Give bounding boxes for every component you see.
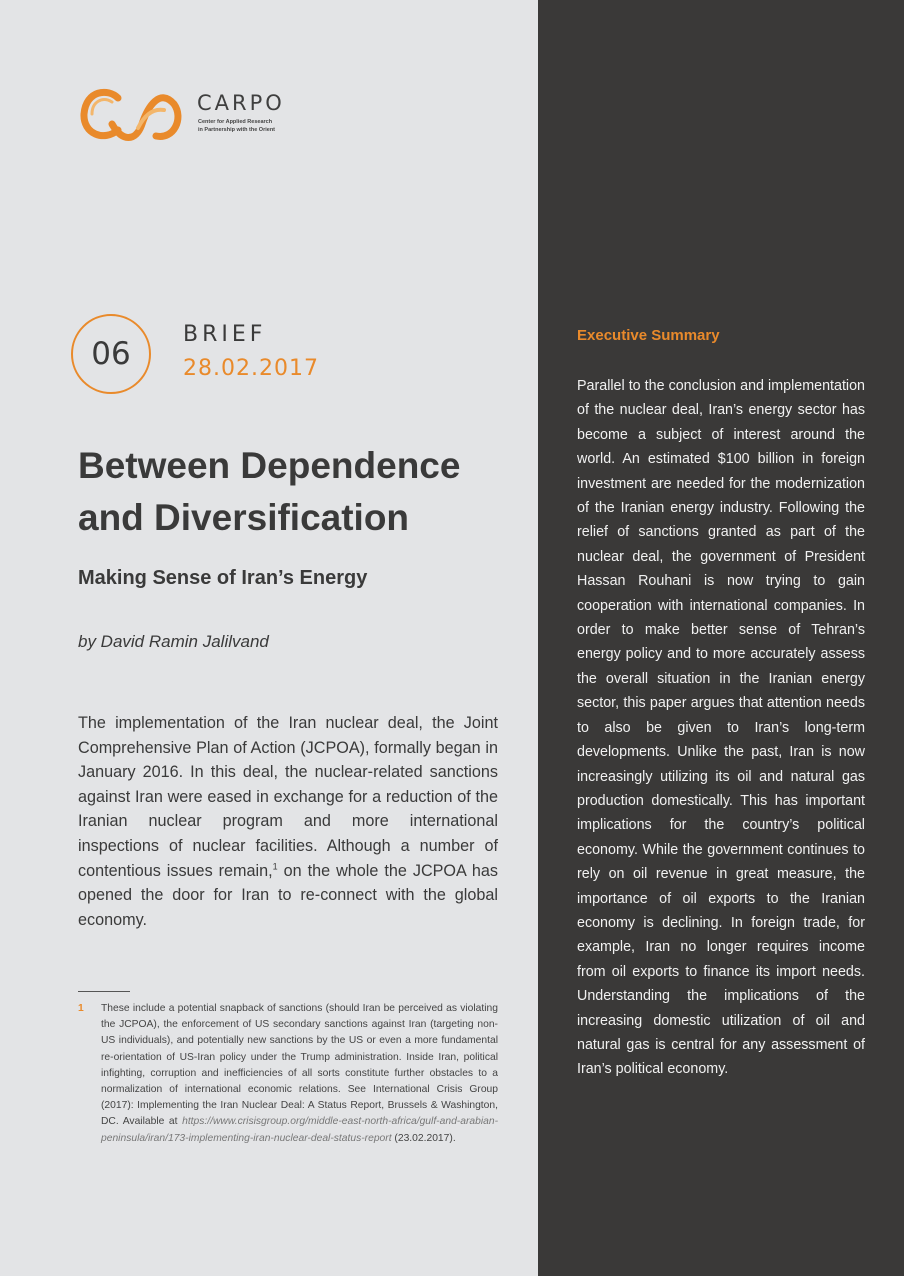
- carpo-logo-icon: [78, 84, 183, 144]
- logo-subtitle-line2: in Partnership with the Orient: [198, 127, 276, 133]
- executive-summary-heading: Executive Summary: [577, 327, 720, 344]
- issue-number-badge: [71, 314, 151, 394]
- intro-paragraph: [78, 711, 498, 932]
- logo-subtitle-line1: Center for Applied Research: [198, 119, 273, 125]
- intro-text-before-ref: The implementation of the Iran nuclear deal, the Joint Comprehensive Plan of Action (JCPOA), formally began in January 2016. In this deal, the nuclear-related sanctions against Iran were eased in exchange for a reduction of the Iranian nuclear program and more international inspections of nuclear facilities. Although a number of contentious issues remain,: [78, 714, 498, 880]
- page-subtitle: Making Sense of Iran’s Energy: [78, 567, 368, 589]
- issue-number: 06: [91, 336, 131, 372]
- executive-summary-body: Parallel to the conclusion and implementation of the nuclear deal, Iran’s energy sector has become a subject of interest around the world. An estimated $100 billion in foreign investment are needed for the modernization of the Iranian energy industry. Following the relief of sanctions granted as part of the nuclear deal, the government of President Hassan Rouhani is now trying to gain cooperation with international companies. In order to make better sense of Tehran’s energy policy and to more accurately assess the overall situation in the Iranian energy sector, this paper argues that attention needs to also be given to Iran’s long-term developments. Unlike the past, Iran is now increasingly utilizing its oil and natural gas production domestically. This has important implications for the country’s political economy. While the government continues to rely on oil revenue in great measure, the importance of oil exports to the Iranian economy is declining. In foreign trade, for example, Iran no longer requires income from oil exports to finance its import needs. Understanding the implications of the increasing domestic utilization of oil and natural gas is central for any assessment of Iran’s political economy.: [577, 378, 865, 1078]
- page-title: [78, 440, 528, 544]
- logo-name: CARPO: [197, 91, 285, 115]
- footnote: [78, 1001, 498, 1147]
- issue-type: BRIEF: [183, 322, 267, 347]
- intro-text-after-ref: on the whole the JCPOA has opened the door for Iran to re-connect with the global economy.: [78, 861, 498, 929]
- footnote-link[interactable]: https://www.crisisgroup.org/middle-east-north-africa/gulf-and-arabian-peninsula/iran/173-implementing-iran-nuclear-deal-status-report: [101, 1116, 498, 1144]
- author-byline: by David Ramin Jalilvand: [78, 632, 269, 651]
- footnote-text: These include a potential snapback of sanctions (should Iran be perceived as violating the JCPOA), the enforcement of US secondary sanctions against Iran (targeting non-US individuals), and potentially new sanctions by the US or even a more fundamental re-orientation of US-Iran policy under the Trump administration. Inside Iran, political infighting, corruption and inefficiencies of all sorts constitute further obstacles to a normalization of international economic relations. See International Crisis Group (2017): Implementing the Iran Nuclear Deal: A Status Report, Brussels & Washington, DC. Available at: [101, 1003, 498, 1128]
- footnote-access-date: (23.02.2017).: [391, 1132, 456, 1144]
- logo-subtitle: [198, 118, 308, 134]
- title-line1: Between Dependence: [78, 445, 461, 486]
- issue-date: 28.02.2017: [183, 356, 319, 381]
- footnote-reference[interactable]: 1: [272, 861, 278, 872]
- footnote-text-block: [101, 1001, 498, 1147]
- title-line2: and Diversification: [78, 497, 410, 538]
- footnote-number: 1: [78, 1003, 84, 1014]
- footnote-divider: [78, 991, 130, 992]
